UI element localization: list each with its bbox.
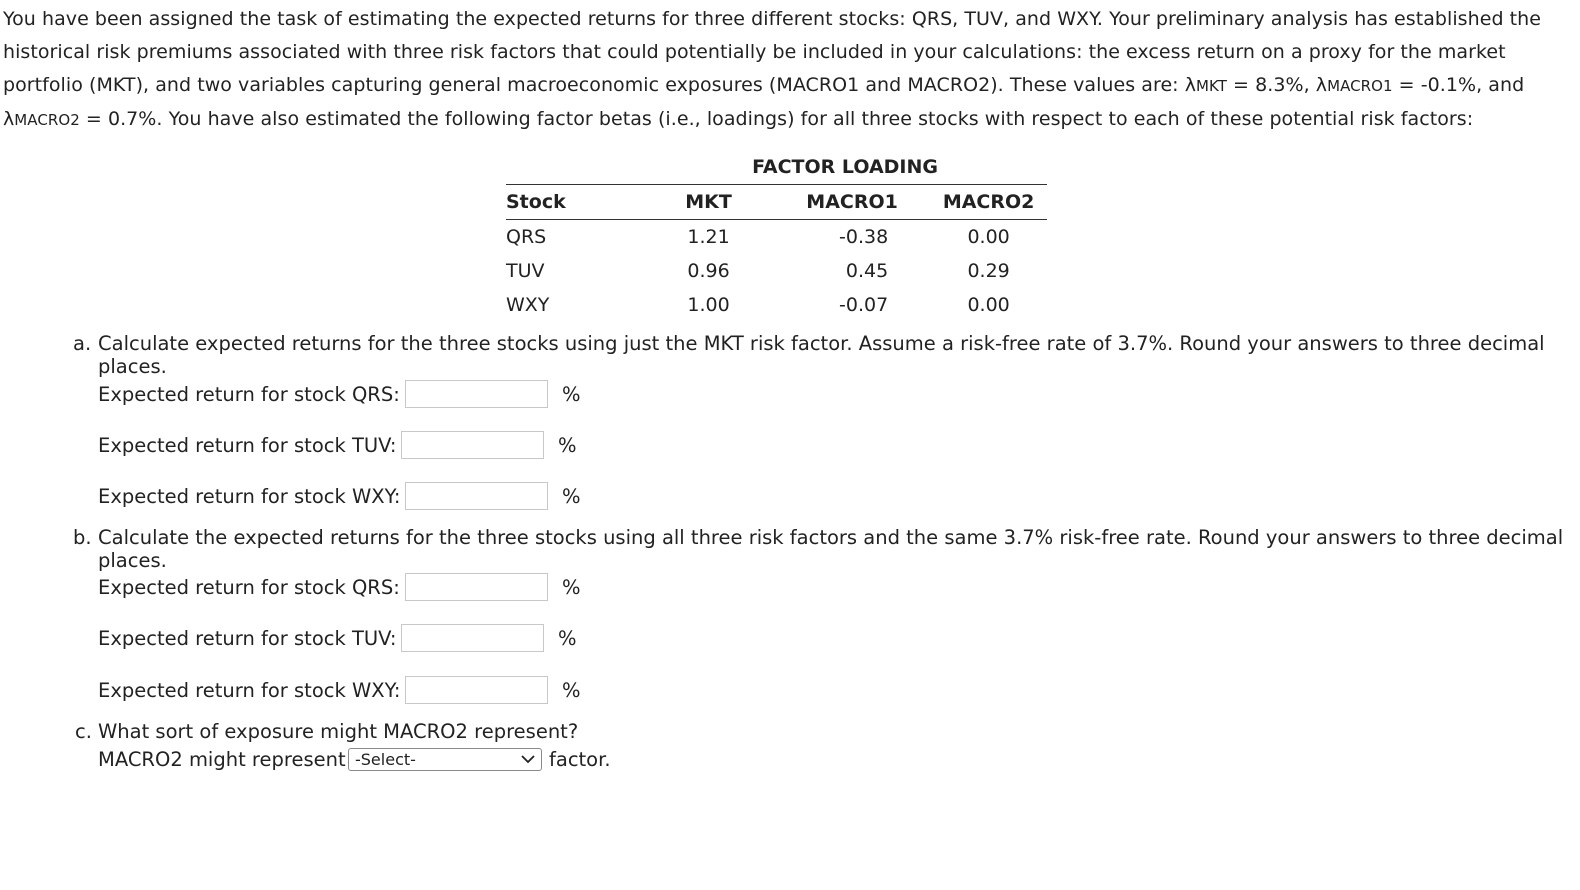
lambda-symbol: λ	[3, 108, 15, 130]
part-c-prefix: MACRO2 might represent	[98, 748, 346, 771]
part-c-letter: c.	[75, 720, 92, 743]
cell-stock: TUV	[506, 260, 545, 282]
cell-mkt: 1.00	[687, 294, 730, 316]
cell-stock: WXY	[506, 294, 550, 316]
part-a-qrs-input[interactable]	[405, 380, 548, 408]
percent-unit: %	[558, 434, 577, 457]
cell-macro1: -0.07	[839, 294, 889, 316]
table-row	[506, 254, 1047, 288]
intro-text: You have been assigned the task of estimating the expected returns for three different stocks: QRS, TUV, and WXY. Your preliminary analysis has established the historical risk premiums associated with three risk factors that could potentially be included in your calculations: the excess return on a proxy for the market portfolio (MKT), and two variables capturing general macroeconomic exposures (MACRO1 and MACRO2). These values are:	[3, 8, 1541, 96]
part-b-label-qrs: Expected return for stock QRS:	[98, 576, 400, 599]
lambda-symbol: λ	[1184, 74, 1197, 96]
cell-macro2: 0.00	[967, 226, 1010, 248]
part-a-label-wxy: Expected return for stock WXY:	[98, 485, 401, 508]
part-a-wxy-input[interactable]	[405, 482, 548, 510]
part-b-label-wxy: Expected return for stock WXY:	[98, 679, 401, 702]
col-header-macro1: MACRO1	[774, 185, 930, 220]
cell-macro2: 0.29	[967, 260, 1010, 282]
part-c-suffix: factor.	[549, 748, 611, 771]
percent-unit: %	[562, 383, 581, 406]
part-c-question: What sort of exposure might MACRO2 represent?	[98, 720, 579, 743]
percent-unit: %	[562, 485, 581, 508]
table-row	[506, 220, 1047, 255]
part-b-letter: b.	[73, 526, 92, 549]
part-a-label-tuv: Expected return for stock TUV:	[98, 434, 397, 457]
lambda-macro2-value: = 0.7%. You have also estimated the following factor betas (i.e., loadings) for all three stocks with respect to each of these potential risk factors:	[79, 108, 1474, 130]
cell-macro1: 0.45	[845, 260, 889, 282]
part-b-qrs-input[interactable]	[405, 573, 548, 601]
part-a-tuv-input[interactable]	[401, 431, 544, 459]
lambda-macro1-value: = -0.1%, and	[1392, 74, 1525, 96]
cell-mkt: 1.21	[687, 226, 730, 248]
cell-macro2: 0.00	[967, 294, 1010, 316]
lambda-mkt-subscript: MKT	[1196, 77, 1227, 95]
factor-loading-table	[506, 150, 1047, 322]
part-b-wxy-input[interactable]	[405, 676, 548, 704]
col-header-macro2: MACRO2	[930, 185, 1047, 220]
lambda-macro1-subscript: MACRO1	[1327, 77, 1393, 95]
lambda-symbol: λ	[1315, 74, 1328, 96]
part-b-tuv-input[interactable]	[401, 624, 544, 652]
select-value: -Select-	[355, 750, 416, 769]
part-a-label-qrs: Expected return for stock QRS:	[98, 383, 400, 406]
col-header-mkt: MKT	[643, 185, 774, 220]
lambda-macro2-subscript: MACRO2	[14, 111, 80, 129]
percent-unit: %	[558, 627, 577, 650]
cell-stock: QRS	[506, 226, 547, 248]
part-b-question: Calculate the expected returns for the three stocks using all three risk factors and the same 3.7% risk-free rate. Round your answers to three decimal places.	[98, 526, 1564, 572]
col-header-stock: Stock	[506, 185, 643, 220]
percent-unit: %	[562, 679, 581, 702]
part-a-letter: a.	[73, 332, 92, 355]
chevron-down-icon	[521, 751, 535, 767]
cell-mkt: 0.96	[687, 260, 730, 282]
cell-macro1: -0.38	[839, 226, 889, 248]
problem-intro	[3, 3, 1573, 137]
macro2-exposure-select[interactable]	[348, 748, 542, 771]
lambda-mkt-value: = 8.3%,	[1226, 74, 1316, 96]
factor-loading-header: FACTOR LOADING	[643, 150, 1047, 185]
percent-unit: %	[562, 576, 581, 599]
part-b-label-tuv: Expected return for stock TUV:	[98, 627, 397, 650]
part-a-question: Calculate expected returns for the three stocks using just the MKT risk factor. Assume a risk-free rate of 3.7%. Round your answers to three decimal places.	[98, 332, 1545, 378]
table-row	[506, 288, 1047, 322]
